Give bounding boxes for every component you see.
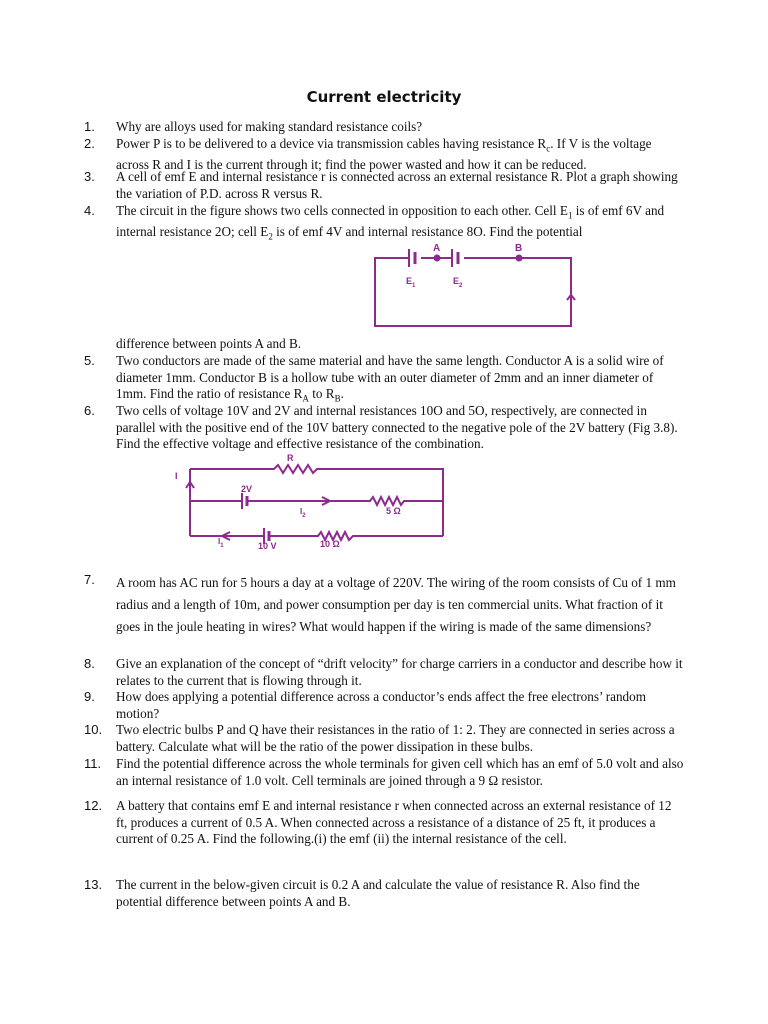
question-number: 8. [84, 656, 95, 671]
question-number: 5. [84, 353, 95, 368]
question-10 [84, 722, 684, 755]
question-text: Two electric bulbs P and Q have their resistances in the ratio of 1: 2. They are connected in series across a battery. Calculate what will be the ratio of the power dissipation in these bulbs. [116, 722, 675, 754]
question-number: 3. [84, 169, 95, 184]
question-text: The circuit in the figure shows two cells connected in opposition to each other. Cell $E_1$ is of emf 6V and internal resistance 2O; cell $E_2$ is of emf 4V and internal resistance 8O. Find the potential [116, 203, 665, 242]
question-text: A cell of emf E and internal resistance r is connected across an external resistance R. Plot a graph showing the variation of P.D. across R versus R. [116, 169, 678, 201]
label-b: B [515, 243, 523, 254]
label-5ohm: 5 Ω [386, 506, 401, 516]
circuit-wire [375, 258, 571, 326]
label-i2: $I_2$ [300, 507, 306, 519]
question-11 [84, 756, 684, 789]
label-e1: $E_1$ [406, 276, 416, 289]
label-10v: 10 V [258, 541, 277, 551]
question-text: Give an explanation of the concept of “drift velocity” for charge carriers in a conductor and describe how it relates to the current that is flowing through it. [116, 656, 683, 688]
question-text: Find the potential difference across the whole terminals for given cell which has an emf of 5.0 volt and also an internal resistance of 1.0 volt. Cell terminals are joined through a 9 Ω resistor. [116, 756, 684, 788]
label-2v: 2V [241, 484, 253, 494]
label-i: I [175, 471, 178, 481]
question-text: A room has AC run for 5 hours a day at a voltage of 220V. The wiring of the room consists of Cu of 1 mm radius and a length of 10m, and power consumption per day is ten commercial units. What fraction of it goes in the joule heating in wires? What would happen if the wiring is made of the same dimensions? [116, 575, 676, 634]
page-title: Current electricity [306, 88, 462, 106]
question-8 [84, 656, 684, 689]
question-text: Why are alloys used for making standard resistance coils? [116, 119, 423, 134]
question-number: 2. [84, 136, 95, 151]
question-text: The current in the below-given circuit is 0.2 A and calculate the value of resistance R. Also find the potential difference between points A and B. [116, 877, 640, 909]
question-9 [84, 689, 684, 722]
circuit-figure-1 [320, 240, 590, 335]
question-number: 7. [84, 572, 95, 587]
question-text: A battery that contains emf E and internal resistance r when connected across an external resistance of 12 ft, produces a current of 0.5 A. When connected across a resistance of a distance of 25 ft, it produces a current of 0.25 A. Find the following.(i) the emf (ii) the internal resistance of the cell. [116, 798, 672, 847]
question-text: Two cells of voltage 10V and 2V and internal resistances 10O and 5O, respectively, are connected in parallel with the positive end of the 10V battery connected to the negative pole of the 2V battery (Fig 3.8). Find the effective voltage and effective resistance of the combination. [116, 403, 678, 452]
question-number: 13. [84, 877, 103, 892]
question-12 [84, 798, 684, 848]
question-number: 6. [84, 403, 95, 418]
question-6 [84, 403, 684, 453]
question-number: 1. [84, 119, 95, 134]
question-text: Power P is to be delivered to a device via transmission cables having resistance $R_c$. If V is the voltage across R and I is the current through it; find the power wasted and how it can be reduced. [116, 136, 652, 173]
circuit-figure-2 [170, 452, 460, 554]
label-10ohm: 10 Ω [320, 539, 340, 549]
label-a: A [433, 243, 441, 254]
question-7 [84, 572, 684, 637]
resistor-5ohm [247, 497, 443, 505]
question-13 [84, 877, 684, 910]
label-e2: $E_2$ [453, 276, 463, 289]
question-number: 12. [84, 798, 103, 813]
label-r: R [287, 453, 294, 463]
point-b-dot [516, 255, 523, 262]
question-number: 9. [84, 689, 95, 704]
question-number: 11. [84, 756, 102, 771]
point-a-dot [434, 255, 441, 262]
question-5 [84, 353, 684, 407]
question-number: 4. [84, 203, 95, 218]
label-i1: $I_1$ [218, 537, 224, 549]
question-text: Two conductors are made of the same material and have the same length. Conductor A is a solid wire of diameter 1mm. Conductor B is a hollow tube with an outer diameter of 2mm and an inner diameter of 1mm. Find the ratio of resistance $R_A$ to $R_B$. [116, 353, 664, 404]
question-3 [84, 169, 684, 202]
question-text: How does applying a potential difference across a conductor’s ends affect the free electrons’ random motion? [116, 689, 646, 721]
question-4-continued [84, 336, 684, 353]
question-number: 10. [84, 722, 103, 737]
question-1 [84, 119, 684, 136]
resistor-10ohm [269, 532, 443, 540]
question-text: difference between points A and B. [116, 336, 302, 351]
